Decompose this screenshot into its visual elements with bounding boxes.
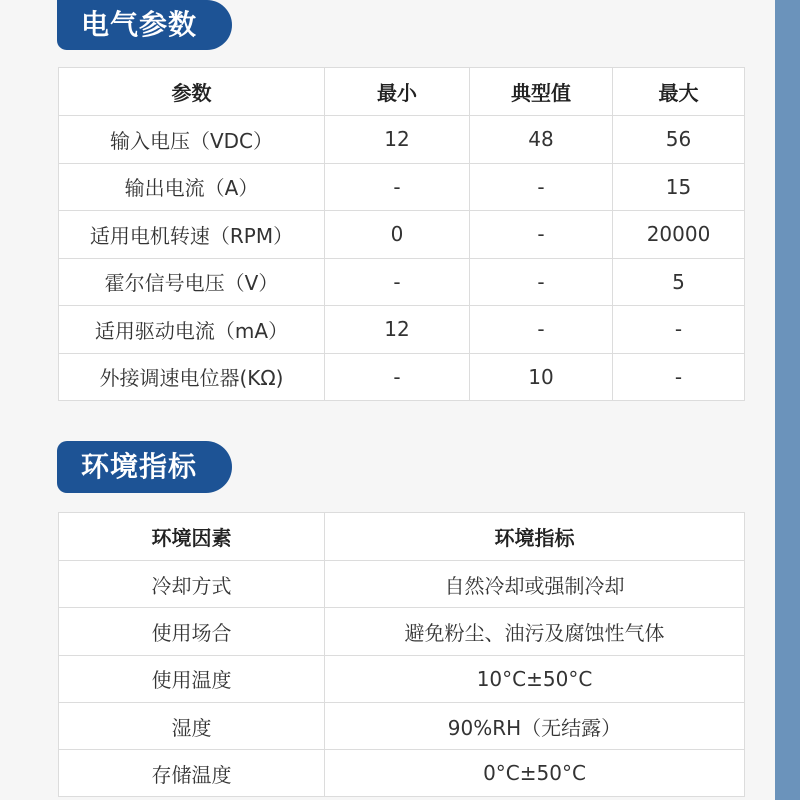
section-title-electrical: 电气参数 — [57, 0, 232, 50]
table-cell: 0 — [325, 211, 470, 259]
table-row — [59, 608, 745, 655]
table-cell: - — [470, 258, 613, 306]
table-cell: - — [470, 306, 613, 354]
table-cell: 冷却方式 — [59, 561, 325, 608]
table-cell: 12 — [325, 306, 470, 354]
header-cell: 最小 — [325, 68, 470, 116]
table-cell: 12 — [325, 116, 470, 164]
table-row — [59, 655, 745, 702]
table-cell: 湿度 — [59, 702, 325, 749]
table-cell: 存储温度 — [59, 750, 325, 797]
table-cell: 使用温度 — [59, 655, 325, 702]
table-header-row — [59, 513, 745, 561]
table-cell: - — [325, 258, 470, 306]
table-cell: 10°C±50°C — [325, 655, 745, 702]
header-cell: 最大 — [613, 68, 745, 116]
table-row — [59, 258, 745, 306]
header-cell: 环境指标 — [325, 513, 745, 561]
table-cell: 56 — [613, 116, 745, 164]
table-row — [59, 163, 745, 211]
table-cell: 避免粉尘、油污及腐蚀性气体 — [325, 608, 745, 655]
table-cell: 15 — [613, 163, 745, 211]
table-cell: - — [470, 163, 613, 211]
table-cell: 适用驱动电流（mA） — [59, 306, 325, 354]
table-cell: 自然冷却或强制冷却 — [325, 561, 745, 608]
table-cell: 外接调速电位器(KΩ) — [59, 353, 325, 401]
header-cell: 环境因素 — [59, 513, 325, 561]
table-cell: 输入电压（VDC） — [59, 116, 325, 164]
section-title-environment: 环境指标 — [57, 441, 232, 493]
table-row — [59, 116, 745, 164]
table-row — [59, 211, 745, 259]
environment-table — [58, 512, 745, 797]
header-cell: 参数 — [59, 68, 325, 116]
table-cell: 20000 — [613, 211, 745, 259]
table-cell: 适用电机转速（RPM） — [59, 211, 325, 259]
table-cell: 输出电流（A） — [59, 163, 325, 211]
table-cell: - — [325, 163, 470, 211]
table-cell: - — [613, 353, 745, 401]
table-cell: 霍尔信号电压（V） — [59, 258, 325, 306]
table-cell: 5 — [613, 258, 745, 306]
table-cell: 0°C±50°C — [325, 750, 745, 797]
table-cell: 使用场合 — [59, 608, 325, 655]
table-cell: - — [470, 211, 613, 259]
table-row — [59, 750, 745, 797]
table-row — [59, 702, 745, 749]
electrical-table — [58, 67, 745, 401]
table-cell: 10 — [470, 353, 613, 401]
table-row — [59, 561, 745, 608]
table-row — [59, 353, 745, 401]
table-cell: 48 — [470, 116, 613, 164]
table-header-row — [59, 68, 745, 116]
header-cell: 典型值 — [470, 68, 613, 116]
table-cell: - — [325, 353, 470, 401]
table-cell: 90%RH（无结露） — [325, 702, 745, 749]
table-row — [59, 306, 745, 354]
table-cell: - — [613, 306, 745, 354]
